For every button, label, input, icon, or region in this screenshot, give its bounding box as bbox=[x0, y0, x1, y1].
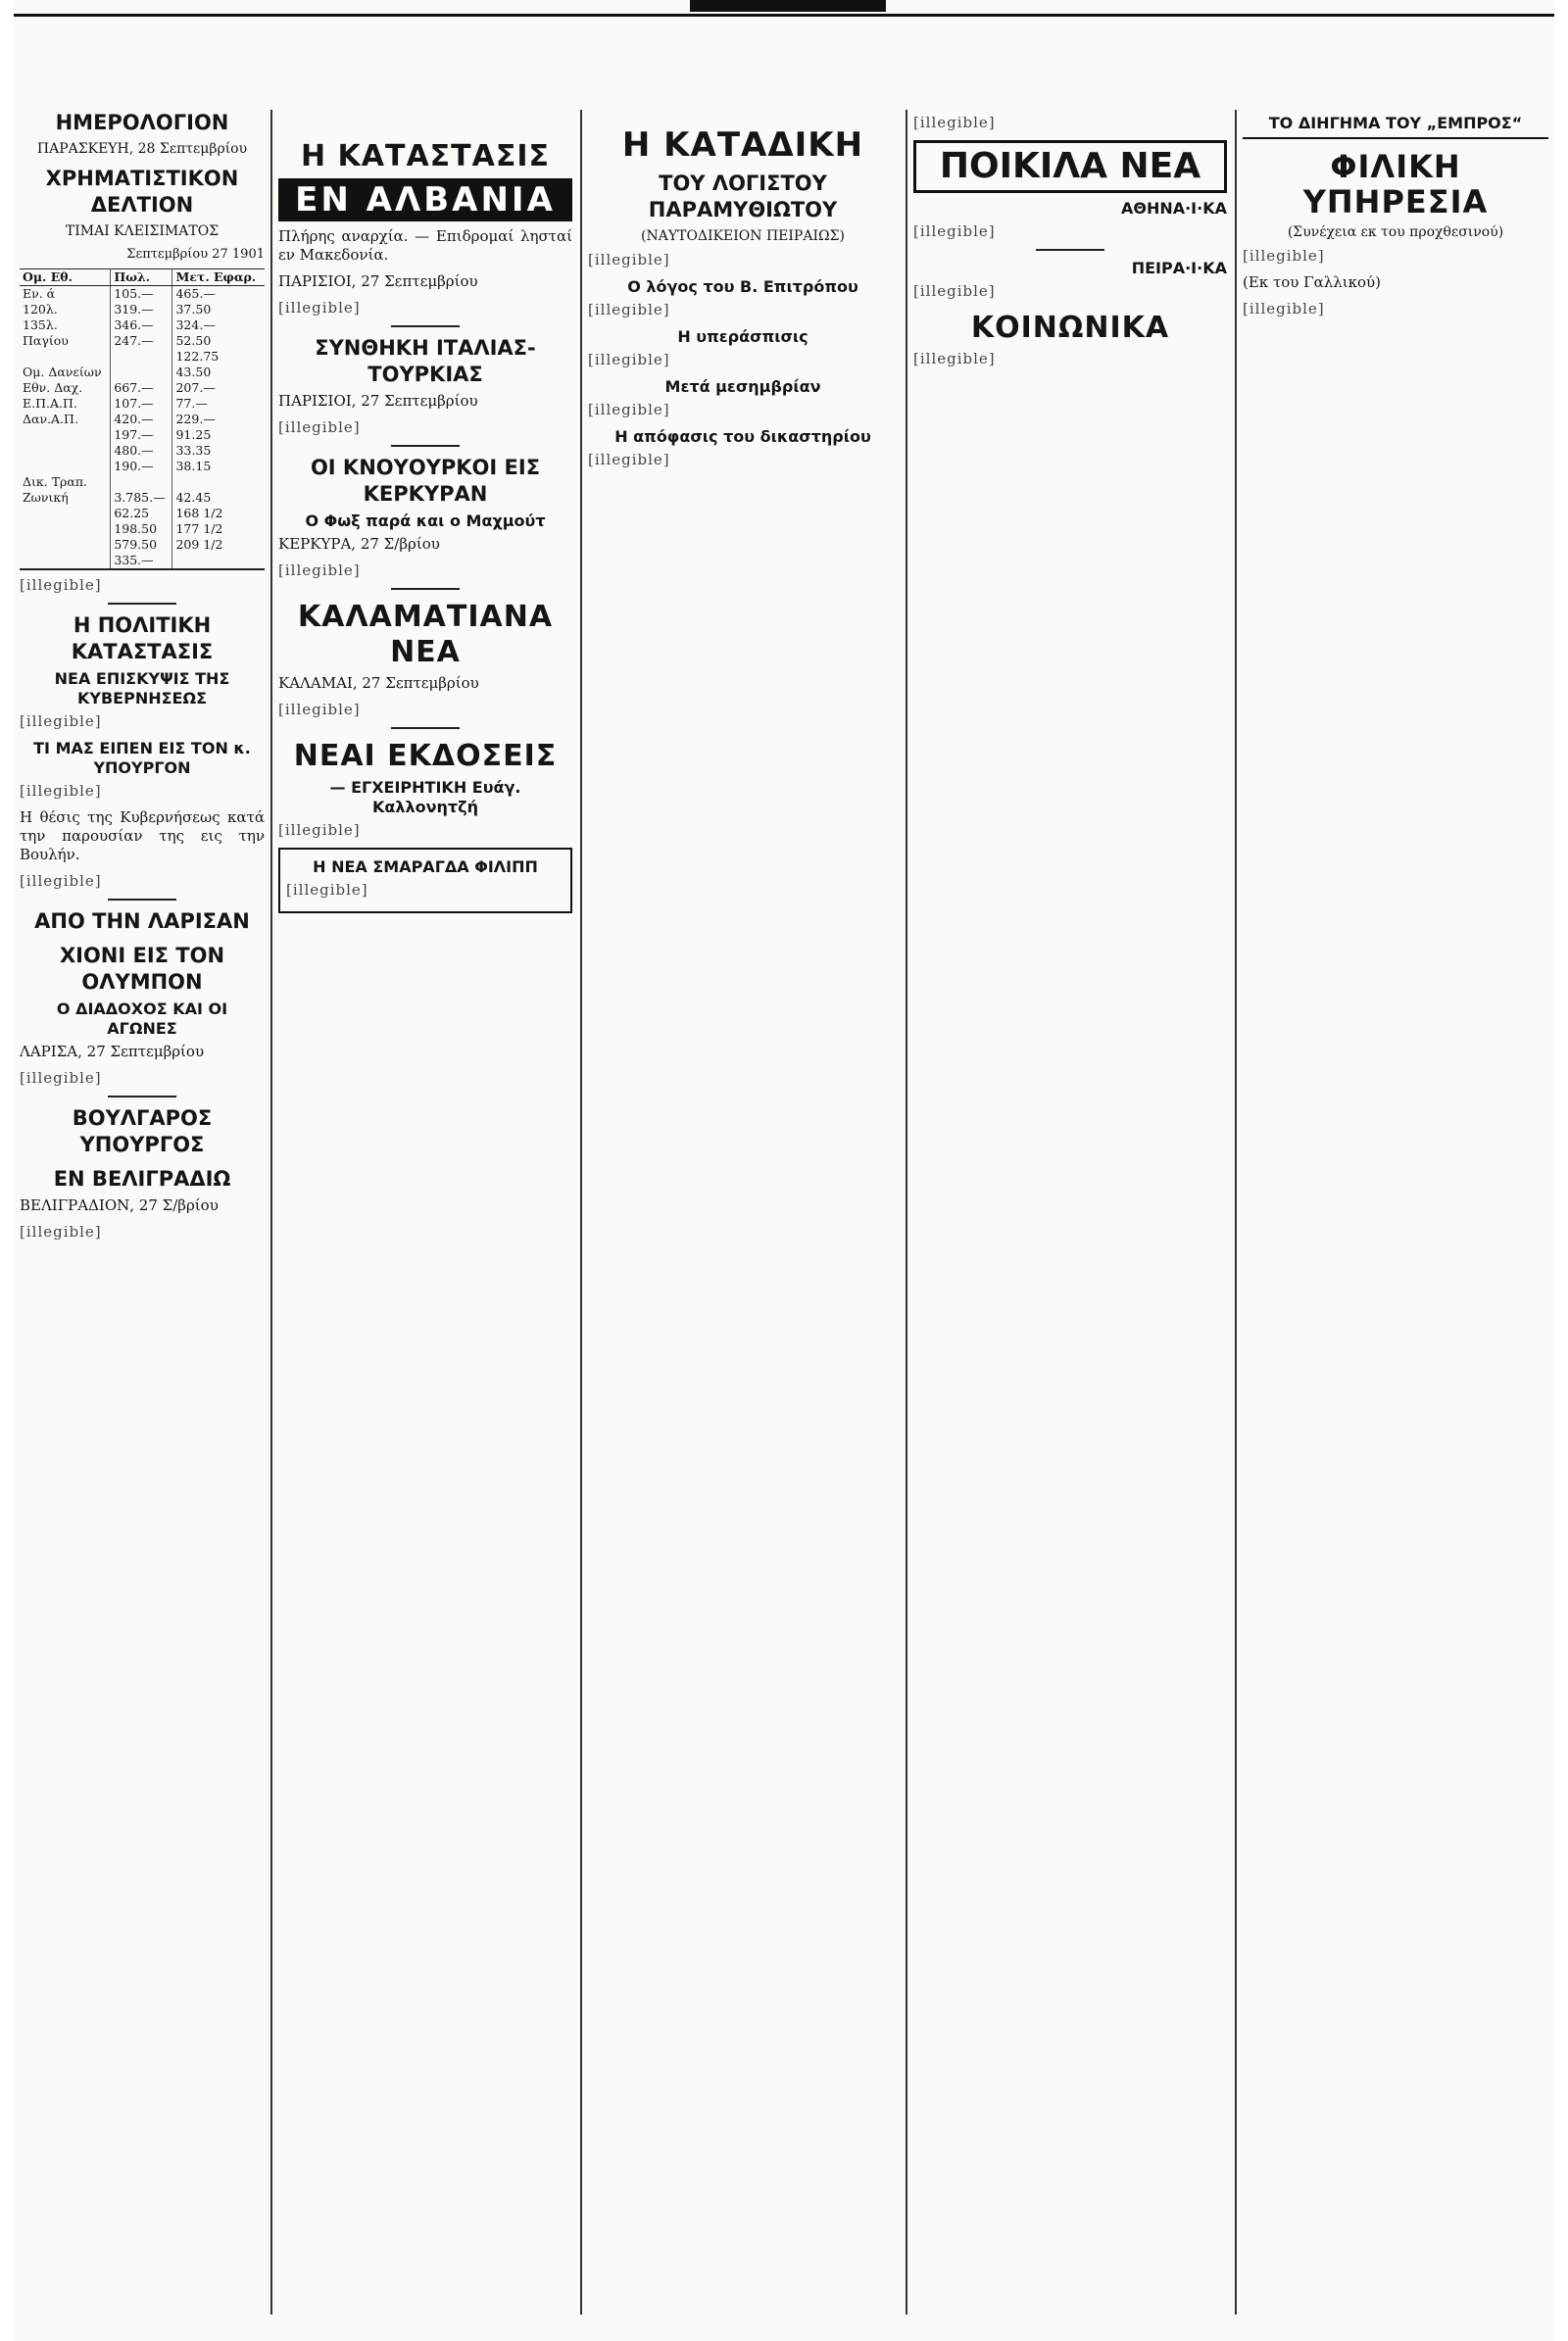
market-cell bbox=[20, 349, 111, 365]
trial-title-2: ΤΟΥ ΛΟΓΙΣΤΟΥ ΠΑΡΑΜΥΘΙΩΤΟΥ bbox=[648, 171, 838, 221]
illegible-text: [illegible] bbox=[588, 451, 670, 468]
trial-section-1: Ο λόγος του Β. Επιτρόπου bbox=[627, 277, 858, 296]
politics-subtitle-2: ΤΙ ΜΑΣ ΕΙΠΕΝ ΕΙΣ ΤΟΝ κ. ΥΠΟΥΡΓΟΝ bbox=[33, 739, 251, 777]
albania-lead: Πλήρης αναρχία. — Επιδρομαί λησταί εν Μακεδονία. bbox=[278, 227, 572, 264]
larisa-subtitle-2: Ο ΔΙΑΔΟΧΟΣ ΚΑΙ ΟΙ ΑΓΩΝΕΣ bbox=[56, 1000, 228, 1038]
market-cell: 43.50 bbox=[175, 365, 212, 379]
illegible-text: [illegible] bbox=[588, 301, 670, 318]
market-row bbox=[20, 427, 265, 443]
market-row bbox=[20, 365, 265, 380]
market-cell: Δικ. Τραπ. bbox=[20, 474, 111, 490]
trial-section-3: Μετά μεσημβρίαν bbox=[664, 377, 821, 396]
illegible-text: [illegible] bbox=[588, 351, 670, 368]
column-3 bbox=[588, 110, 898, 2315]
serbia-subtitle: ΕΝ ΒΕΛΙΓΡΑΔΙΩ bbox=[53, 1167, 231, 1191]
market-cell bbox=[20, 459, 111, 474]
market-cell: 122.75 bbox=[175, 349, 220, 364]
illegible-text: [illegible] bbox=[278, 418, 361, 436]
treaty-title: ΣΥΝΘΗΚΗ ΙΤΑΛΙΑΣ-ΤΟΥΡΚΙΑΣ bbox=[315, 336, 536, 386]
market-cell bbox=[20, 427, 111, 443]
illegible-text: [illegible] bbox=[278, 561, 361, 579]
market-cell: 198.50 bbox=[111, 521, 172, 537]
larisa-subtitle: ΧΙΟΝΙ ΕΙΣ ΤΟΝ ΟΛΥΜΠΟΝ bbox=[59, 944, 225, 994]
serial-source: (Εκ του Γαλλικού) bbox=[1243, 273, 1381, 291]
illegible-text: [illegible] bbox=[20, 782, 102, 800]
market-cell: Δαν.Α.Π. bbox=[20, 412, 111, 427]
illegible-text: [illegible] bbox=[913, 114, 996, 131]
divider bbox=[391, 588, 460, 590]
masthead-title-block bbox=[690, 0, 886, 12]
market-cell: 91.25 bbox=[175, 427, 212, 442]
masthead-strip bbox=[14, 0, 1554, 17]
market-header-cell: Μετ. Εφαρ. bbox=[172, 269, 265, 286]
market-row bbox=[20, 537, 265, 553]
market-cell: 77.— bbox=[175, 396, 208, 411]
larisa-dateline: ΛΑΡΙΣΑ, 27 Σεπτεμβρίου bbox=[20, 1043, 205, 1060]
illegible-text: [illegible] bbox=[588, 251, 670, 268]
albania-subtitle: ΕΝ ΑΛΒΑΝΙΑ bbox=[278, 178, 572, 221]
market-header-cell: Πωλ. bbox=[111, 269, 172, 286]
market-row bbox=[20, 302, 265, 317]
column-rule bbox=[1235, 110, 1237, 2315]
market-cell bbox=[111, 365, 172, 380]
market-cell: 37.50 bbox=[175, 302, 212, 317]
market-row bbox=[20, 459, 265, 474]
market-cell: 105.— bbox=[111, 286, 172, 303]
editions-title: ΝΕΑΙ ΕΚΔΟΣΕΙΣ bbox=[293, 739, 558, 773]
market-cell: 177 1/2 bbox=[175, 521, 223, 536]
divider bbox=[391, 727, 460, 729]
albania-dateline: ΠΑΡΙΣΙΟΙ, 27 Σεπτεμβρίου bbox=[278, 272, 478, 290]
market-cell: 346.— bbox=[111, 317, 172, 333]
trial-section-4: Η απόφασις του δικαστηρίου bbox=[614, 427, 871, 446]
serial-title: ΦΙΛΙΚΗ ΥΠΗΡΕΣΙΑ bbox=[1302, 148, 1489, 220]
trial-section-2: Η υπεράσπισις bbox=[677, 327, 808, 346]
market-cell: Ομ. Δανείων bbox=[20, 365, 111, 380]
illegible-text: [illegible] bbox=[20, 576, 102, 594]
emerald-title: Η ΝΕΑ ΣΜΑΡΑΓΔΑ ΦΙΛΙΠΠ bbox=[313, 857, 538, 876]
market-cell: 33.35 bbox=[175, 443, 212, 458]
market-cell: 38.15 bbox=[175, 459, 212, 473]
finance-title: ΧΡΗΜΑΤΙΣΤΙΚΟΝ ΔΕΛΤΙΟΝ bbox=[45, 167, 239, 217]
market-cell: Ζωνική bbox=[20, 490, 111, 506]
social-title: ΚΟΙΝΩΝΙΚΑ bbox=[970, 311, 1170, 345]
market-row bbox=[20, 474, 265, 490]
politics-title: Η ΠΟΛΙΤΙΚΗ ΚΑΤΑΣΤΑΣΙΣ bbox=[71, 613, 214, 663]
market-cell: 168 1/2 bbox=[175, 506, 223, 520]
market-cell: 107.— bbox=[111, 396, 172, 412]
divider bbox=[108, 1096, 176, 1097]
albania-title: Η ΚΑΤΑΣΤΑΣΙΣ bbox=[300, 139, 551, 173]
illegible-text: [illegible] bbox=[20, 872, 102, 890]
market-cell: 420.— bbox=[111, 412, 172, 427]
market-row bbox=[20, 333, 265, 349]
athinaika-subtitle: ΑΘΗΝΑ·Ι·ΚΑ bbox=[1120, 199, 1227, 218]
trial-title: Η ΚΑΤΑΔΙΚΗ bbox=[621, 125, 864, 165]
column-rule bbox=[580, 110, 582, 2315]
market-cell: 335.— bbox=[111, 553, 172, 568]
serbia-title: ΒΟΥΛΓΑΡΟΣ ΥΠΟΥΡΓΟΣ bbox=[72, 1106, 213, 1156]
emerald-box bbox=[278, 848, 572, 913]
finance-date: Σεπτεμβρίου 27 1901 bbox=[126, 247, 265, 262]
illegible-text: [illegible] bbox=[20, 1069, 102, 1087]
treaty-dateline: ΠΑΡΙΣΙΟΙ, 27 Σεπτεμβρίου bbox=[278, 392, 478, 410]
divider bbox=[391, 445, 460, 447]
poikila-title: ΠΟΙΚΙΛΑ ΝΕΑ bbox=[913, 140, 1227, 193]
divider bbox=[108, 899, 176, 901]
corfu-subtitle: Ο Φωξ παρά και ο Μαχμούτ bbox=[305, 512, 546, 530]
market-cell: 42.45 bbox=[175, 490, 212, 505]
market-table bbox=[20, 268, 265, 568]
editions-subtitle: — ΕΓΧΕΙΡΗΤΙΚΗ Ευάγ. Καλλονητζή bbox=[329, 778, 521, 816]
market-cell bbox=[111, 349, 172, 365]
market-row bbox=[20, 521, 265, 537]
market-cell: 207.— bbox=[175, 380, 216, 395]
market-cell: 190.— bbox=[111, 459, 172, 474]
serbia-dateline: ΒΕΛΙΓΡΑΔΙΟΝ, 27 Σ/βρίου bbox=[20, 1196, 219, 1214]
market-cell bbox=[172, 553, 265, 568]
market-cell bbox=[172, 474, 265, 490]
market-cell: 135λ. bbox=[20, 317, 111, 333]
illegible-text: [illegible] bbox=[286, 881, 368, 899]
market-cell bbox=[20, 506, 111, 521]
market-cell: 579.50 bbox=[111, 537, 172, 553]
piraeus-subtitle: ΠΕΙΡΑ·Ι·ΚΑ bbox=[1131, 259, 1227, 277]
market-row bbox=[20, 286, 265, 303]
politics-subtitle: ΝΕΑ ΕΠΙΣΚΥΨΙΣ ΤΗΣ ΚΥΒΕΡΝΗΣΕΩΣ bbox=[54, 669, 230, 707]
market-cell bbox=[111, 474, 172, 490]
market-table-wrap bbox=[20, 268, 265, 570]
corfu-title: ΟΙ ΚΝΟΥΟΥΡΚΟΙ ΕΙΣ ΚΕΡΚΥΡΑΝ bbox=[310, 456, 541, 506]
market-cell: Παγίου bbox=[20, 333, 111, 349]
larisa-title: ΑΠΟ ΤΗΝ ΛΑΡΙΣΑΝ bbox=[34, 909, 250, 933]
market-row bbox=[20, 490, 265, 506]
market-cell: 247.— bbox=[111, 333, 172, 349]
illegible-text: [illegible] bbox=[278, 701, 361, 718]
serial-subtitle: (Συνέχεια εκ του προχθεσινού) bbox=[1287, 224, 1504, 240]
market-cell bbox=[20, 553, 111, 568]
market-cell: Ε.Π.Α.Π. bbox=[20, 396, 111, 412]
divider bbox=[108, 603, 176, 605]
column-rule bbox=[906, 110, 907, 2315]
market-row bbox=[20, 317, 265, 333]
trial-subtitle: (ΝΑΥΤΟΔΙΚΕΙΟΝ ΠΕΙΡΑΙΩΣ) bbox=[641, 228, 845, 244]
calendar-title: ΗΜΕΡΟΛΟΓΙΟΝ bbox=[55, 111, 229, 134]
market-cell: Εθν. Δαχ. bbox=[20, 380, 111, 396]
market-row bbox=[20, 412, 265, 427]
column-rule bbox=[270, 110, 272, 2315]
market-cell: 197.— bbox=[111, 427, 172, 443]
market-cell: 3.785.— bbox=[111, 490, 172, 506]
market-cell: 480.— bbox=[111, 443, 172, 459]
market-cell bbox=[20, 537, 111, 553]
column-5 bbox=[1243, 110, 1548, 2315]
illegible-text: [illegible] bbox=[913, 350, 996, 367]
market-row bbox=[20, 396, 265, 412]
illegible-text: [illegible] bbox=[20, 1223, 102, 1241]
market-row bbox=[20, 506, 265, 521]
illegible-text: [illegible] bbox=[588, 401, 670, 418]
market-cell: 52.50 bbox=[175, 333, 212, 348]
market-cell bbox=[20, 443, 111, 459]
illegible-text: [illegible] bbox=[278, 299, 361, 317]
market-cell: 324.— bbox=[175, 317, 216, 332]
kalamata-title: ΚΑΛΑΜΑΤΙΑΝΑ ΝΕΑ bbox=[297, 600, 554, 669]
calendar-line: ΠΑΡΑΣΚΕΥΗ, 28 Σεπτεμβρίου bbox=[36, 141, 248, 157]
illegible-text: [illegible] bbox=[1243, 300, 1325, 317]
finance-subtitle: ΤΙΜΑΙ ΚΛΕΙΣΙΜΑΤΟΣ bbox=[65, 223, 220, 239]
market-cell: 319.— bbox=[111, 302, 172, 317]
politics-quote: Η θέσις της Κυβερνήσεως κατά την παρουσίαν της εις την Βουλήν. bbox=[20, 808, 265, 863]
market-row bbox=[20, 553, 265, 568]
illegible-text: [illegible] bbox=[1243, 247, 1325, 265]
kalamata-dateline: ΚΑΛΑΜΑΙ, 27 Σεπτεμβρίου bbox=[278, 674, 479, 692]
market-cell: 120λ. bbox=[20, 302, 111, 317]
divider bbox=[1036, 249, 1104, 251]
market-cell: Εν. ά bbox=[20, 286, 111, 303]
newspaper-page bbox=[14, 0, 1554, 2341]
column-1 bbox=[20, 110, 265, 2315]
market-cell: 229.— bbox=[175, 412, 216, 426]
market-cell: 667.— bbox=[111, 380, 172, 396]
market-cell: 465.— bbox=[175, 286, 216, 301]
serial-header: ΤΟ ΔΙΗΓΗΜΑ ΤΟΥ „ΕΜΠΡΟΣ“ bbox=[1243, 114, 1548, 139]
column-2 bbox=[278, 110, 572, 2315]
column-4 bbox=[913, 110, 1227, 2315]
market-row bbox=[20, 380, 265, 396]
market-table-header bbox=[20, 269, 265, 286]
market-cell bbox=[20, 521, 111, 537]
divider bbox=[391, 325, 460, 327]
corfu-dateline: ΚΕΡΚΥΡΑ, 27 Σ/βρίου bbox=[278, 535, 440, 553]
market-header-cell: Ομ. Εθ. bbox=[20, 269, 111, 286]
market-table-body bbox=[20, 286, 265, 569]
market-row bbox=[20, 349, 265, 365]
market-cell: 62.25 bbox=[111, 506, 172, 521]
illegible-text: [illegible] bbox=[278, 821, 361, 839]
illegible-text: [illegible] bbox=[913, 222, 996, 240]
market-cell: 209 1/2 bbox=[175, 537, 223, 552]
market-row bbox=[20, 443, 265, 459]
illegible-text: [illegible] bbox=[913, 282, 996, 300]
illegible-text: [illegible] bbox=[20, 712, 102, 730]
